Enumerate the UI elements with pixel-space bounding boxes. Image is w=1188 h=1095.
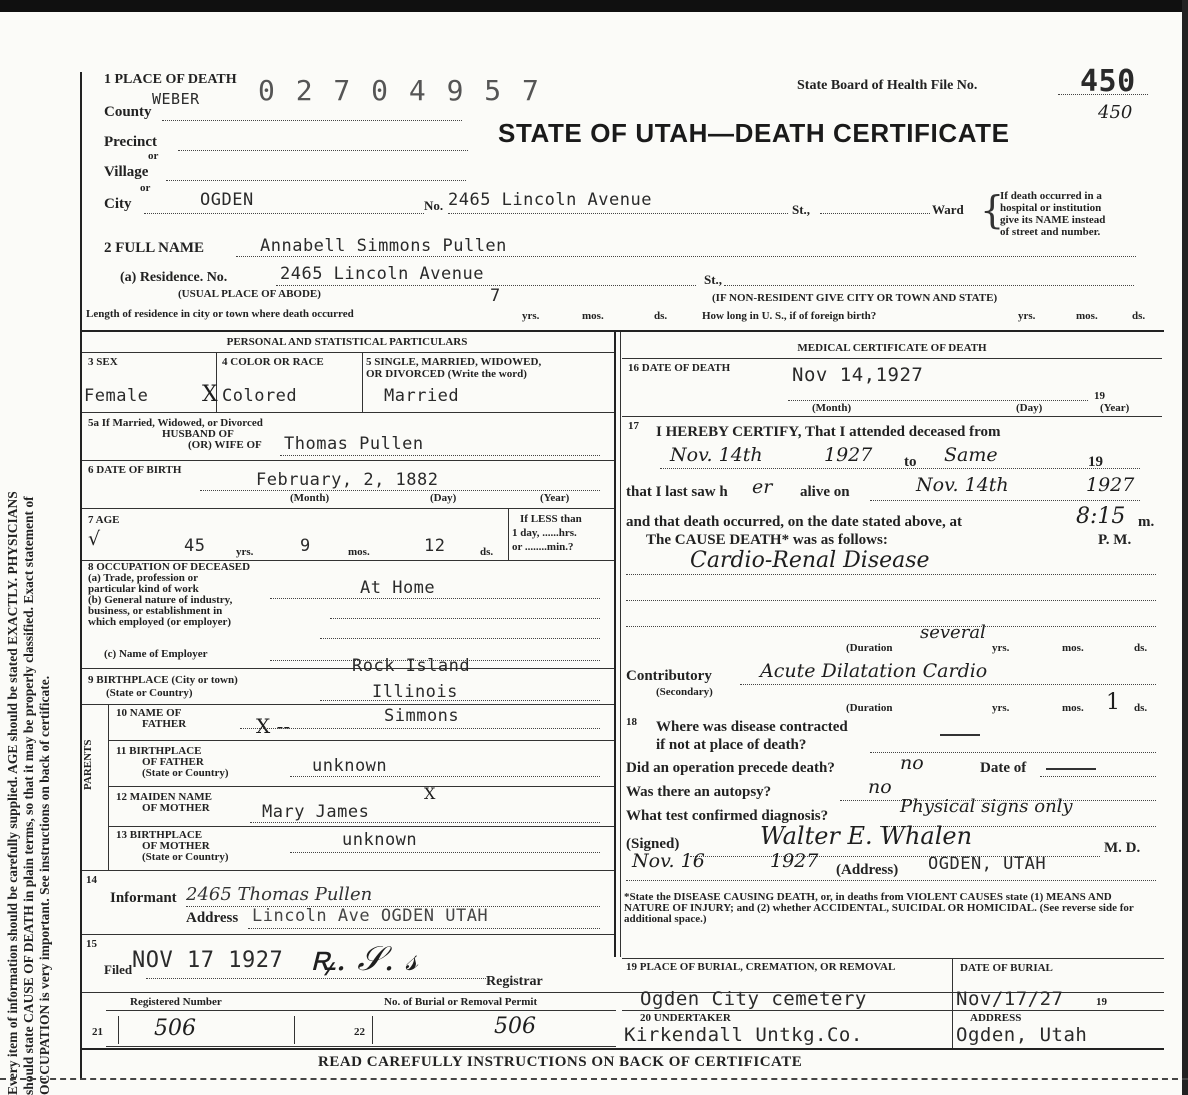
father-name-label bbox=[116, 708, 186, 730]
certificate-title: STATE OF UTAH—DEATH CERTIFICATE bbox=[498, 118, 1010, 148]
age-ds-label: ds. bbox=[480, 546, 494, 558]
full-name-value: Annabell Simmons Pullen bbox=[260, 236, 507, 256]
dob-month-label: (Month) bbox=[290, 492, 330, 504]
undertaker-address-label: ADDRESS bbox=[970, 1012, 1022, 1024]
duration-value: several bbox=[920, 622, 986, 643]
informant-address-label: Address bbox=[186, 910, 239, 926]
q18-line-1: Where was disease contracted bbox=[656, 719, 848, 735]
dur-ds: ds. bbox=[1134, 642, 1148, 654]
registrar-label: Registrar bbox=[486, 974, 543, 989]
mbp-label-2: OF MOTHER bbox=[142, 840, 210, 852]
length-residence-label: Length of residence in city or town where death occurred bbox=[86, 308, 354, 320]
dur2-ds: ds. bbox=[1134, 702, 1148, 714]
spouse-label bbox=[88, 418, 263, 451]
dod-day-label: (Day) bbox=[1016, 402, 1043, 414]
us-yrs: yrs. bbox=[1018, 310, 1036, 322]
filed-date: NOV 17 1927 bbox=[132, 948, 284, 973]
attended-to: Same bbox=[944, 444, 998, 466]
race-label: 4 COLOR OR RACE bbox=[222, 356, 324, 368]
occupation-label bbox=[88, 562, 250, 628]
occ-label-4: (b) General nature of industry, bbox=[88, 594, 233, 606]
fbp-label-1: 11 BIRTHPLACE bbox=[116, 745, 202, 757]
length-residence-yrs: 7 bbox=[490, 286, 501, 306]
filed-no: 15 bbox=[86, 938, 97, 950]
age-label: 7 AGE bbox=[88, 514, 120, 526]
burial-date: Nov/17/27 bbox=[956, 988, 1064, 1010]
spouse-label-3: (OR) WIFE OF bbox=[188, 439, 262, 451]
cause-of-death: Cardio-Renal Disease bbox=[690, 548, 930, 573]
physician-signature: Walter E. Whalen bbox=[760, 822, 973, 850]
or-text-1: or bbox=[148, 150, 159, 162]
q18-no: 18 bbox=[626, 716, 637, 728]
last-saw-pronoun: er bbox=[752, 476, 773, 498]
mbp-label-3: (State or Country) bbox=[142, 851, 229, 863]
father-birthplace-label bbox=[116, 746, 229, 779]
occ-label-6: which employed (or employer) bbox=[88, 616, 232, 628]
race-mark: X bbox=[202, 382, 218, 407]
village-label: Village bbox=[104, 164, 149, 180]
autopsy-value: no bbox=[868, 776, 892, 798]
father-name: Simmons bbox=[384, 706, 460, 726]
certify-no: 17 bbox=[628, 420, 639, 432]
parents-label: PARENTS bbox=[82, 739, 94, 790]
dur-mos: mos. bbox=[1062, 642, 1084, 654]
bp-label-1: 9 BIRTHPLACE (City or town) bbox=[88, 674, 238, 686]
lessthan-2: 1 day, ......hrs. bbox=[512, 527, 577, 539]
dod-month-label: (Month) bbox=[812, 402, 852, 414]
father-mark: X -- bbox=[256, 714, 291, 738]
race-value: Colored bbox=[222, 386, 298, 406]
scan-top-edge bbox=[0, 0, 1188, 12]
hospital-note-2: hospital or institution bbox=[1000, 202, 1102, 214]
dob-label: 6 DATE OF BIRTH bbox=[88, 464, 182, 476]
informant-address: Lincoln Ave OGDEN UTAH bbox=[252, 906, 489, 926]
file-number: 450 bbox=[1080, 64, 1136, 99]
mother-name: Mary James bbox=[262, 802, 370, 822]
pm-label: P. M. bbox=[1098, 532, 1132, 548]
father-label-1: 10 NAME OF bbox=[116, 707, 182, 719]
mother-birthplace: unknown bbox=[342, 830, 418, 850]
burial-no: 22 bbox=[354, 1026, 365, 1038]
physician-address: OGDEN, UTAH bbox=[928, 854, 1047, 874]
undertaker-label: 20 UNDERTAKER bbox=[640, 1012, 731, 1024]
age-check: √ bbox=[88, 528, 101, 550]
informant-value: 2465 Thomas Pullen bbox=[186, 884, 373, 905]
dob-value: February, 2, 1882 bbox=[256, 470, 439, 490]
last-saw-label: that I last saw h bbox=[626, 484, 728, 500]
father-label-2: FATHER bbox=[142, 718, 187, 730]
signed-label: (Signed) bbox=[626, 836, 680, 852]
alive-year: 1927 bbox=[1086, 474, 1135, 496]
ward-label: Ward bbox=[932, 202, 964, 217]
father-birthplace: unknown bbox=[312, 756, 388, 776]
county-label: County bbox=[104, 104, 152, 120]
less-than-day bbox=[512, 512, 582, 554]
physician-address-label: (Address) bbox=[836, 862, 899, 878]
burial-19: 19 bbox=[1096, 996, 1107, 1008]
lessthan-1: If LESS than bbox=[520, 513, 582, 525]
us-ds: ds. bbox=[1132, 310, 1146, 322]
duration2-label: (Duration bbox=[846, 702, 893, 714]
registered-number: 506 bbox=[154, 1016, 196, 1041]
mother-mark: X bbox=[424, 784, 436, 803]
county-value: WEBER bbox=[152, 90, 200, 108]
city-label: City bbox=[104, 196, 132, 212]
mother-name-label bbox=[116, 792, 212, 814]
occ-label-3: particular kind of work bbox=[88, 583, 199, 595]
to-label: to bbox=[904, 454, 917, 470]
to-19: 19 bbox=[1088, 454, 1103, 470]
age-days: 12 bbox=[424, 536, 446, 556]
operation-value: no bbox=[900, 752, 924, 774]
serial-number: 0 2 7 0 4 9 5 7 bbox=[258, 74, 541, 107]
street-st-label: St., bbox=[792, 202, 811, 217]
sex-value: Female bbox=[84, 386, 149, 406]
usual-abode-label: (USUAL PLACE OF ABODE) bbox=[178, 288, 321, 300]
regnum-label: Registered Number bbox=[130, 996, 222, 1008]
operation-label: Did an operation precede death? bbox=[626, 760, 835, 776]
q18-line-2: if not at place of death? bbox=[656, 737, 807, 753]
file-number-handwritten: 450 bbox=[1098, 102, 1133, 123]
birthplace-label bbox=[88, 674, 238, 700]
burial-permit-number: 506 bbox=[494, 1014, 536, 1039]
employer-label: (c) Name of Employer bbox=[104, 648, 208, 660]
date-19: 19 bbox=[1094, 390, 1105, 402]
or-text-2: or bbox=[140, 182, 151, 194]
medical-heading: MEDICAL CERTIFICATE OF DEATH bbox=[797, 342, 987, 354]
registrar-signature: ꝶ. 𝒮. 𝓈 bbox=[310, 939, 418, 979]
residence-st-label: St., bbox=[704, 272, 723, 287]
age-mos-label: mos. bbox=[348, 546, 370, 558]
bp-label-2: (State or Country) bbox=[106, 687, 193, 699]
informant-no: 14 bbox=[86, 874, 97, 886]
attended-from: Nov. 14th bbox=[670, 444, 763, 466]
md-label: M. D. bbox=[1104, 840, 1141, 856]
date-of-death: Nov 14,1927 bbox=[792, 364, 924, 386]
contributory-cause: Acute Dilatation Cardio bbox=[760, 660, 988, 682]
opdate-label: Date of bbox=[980, 760, 1027, 776]
dur2-mos: mos. bbox=[1062, 702, 1084, 714]
spouse-value: Thomas Pullen bbox=[284, 434, 424, 454]
len-ds: ds. bbox=[654, 310, 668, 322]
date-of-death-label: 16 DATE OF DEATH bbox=[628, 362, 731, 374]
len-yrs: yrs. bbox=[522, 310, 540, 322]
hospital-note-1: If death occurred in a bbox=[1000, 190, 1102, 202]
burial-place-label: 19 PLACE OF BURIAL, CREMATION, OR REMOVAL bbox=[626, 961, 896, 973]
residence-label: (a) Residence. No. bbox=[120, 270, 228, 285]
marital-label bbox=[366, 356, 541, 380]
undertaker: Kirkendall Untkg.Co. bbox=[624, 1024, 863, 1046]
duration2-value: 1 bbox=[1106, 690, 1120, 715]
street-no-label: No. bbox=[424, 198, 444, 213]
opdate-dash bbox=[1046, 768, 1096, 770]
fbp-label-3: (State or Country) bbox=[142, 767, 229, 779]
marital-label-2: OR DIVORCED (Write the word) bbox=[366, 368, 527, 380]
margin-line-1: Every item of information should be carefully supplied. AGE should be stated EXACTLY. PHYSICIANS bbox=[5, 491, 20, 1095]
city-value: OGDEN bbox=[200, 190, 254, 210]
mother-label-2: OF MOTHER bbox=[142, 802, 210, 814]
lessthan-3: or ........min.? bbox=[512, 541, 574, 553]
cause-label: The CAUSE DEATH* was as follows: bbox=[646, 532, 888, 548]
scan-right-edge bbox=[1182, 0, 1188, 1095]
hospital-note bbox=[1000, 190, 1105, 238]
dob-day-label: (Day) bbox=[430, 492, 457, 504]
hospital-note-3: give its NAME instead bbox=[1000, 214, 1106, 226]
hospital-note-4: of street and number. bbox=[1000, 226, 1101, 238]
occ-label-5: business, or establishment in bbox=[88, 605, 223, 617]
secondary-label: (Secondary) bbox=[656, 686, 713, 698]
margin-instructions bbox=[5, 55, 75, 1095]
spouse-label-1: 5a If Married, Widowed, or Divorced bbox=[88, 417, 263, 429]
certify-text: I HEREBY CERTIFY, That I attended deceased from bbox=[656, 424, 1001, 440]
q18-dash bbox=[940, 734, 980, 736]
regnum-no: 21 bbox=[92, 1026, 103, 1038]
dur-yrs: yrs. bbox=[992, 642, 1010, 654]
margin-line-2: should state CAUSE OF DEATH in plain terms, so that it may be properly classified. Exact statement of bbox=[21, 496, 36, 1095]
test-label: What test confirmed diagnosis? bbox=[626, 808, 829, 824]
perforation bbox=[0, 1078, 1188, 1080]
undertaker-address: Ogden, Utah bbox=[956, 1024, 1088, 1046]
duration-label: (Duration bbox=[846, 642, 893, 654]
birth-city: Rock Island bbox=[352, 656, 471, 676]
q18-label bbox=[656, 718, 848, 754]
place-of-death-label: 1 PLACE OF DEATH bbox=[104, 72, 237, 87]
burial-permit-label: No. of Burial or Removal Permit bbox=[384, 996, 538, 1008]
alive-date: Nov. 14th bbox=[916, 474, 1009, 496]
nonresident-label: (IF NON-RESIDENT GIVE CITY OR TOWN AND STATE) bbox=[712, 292, 998, 304]
mbp-label-1: 13 BIRTHPLACE bbox=[116, 829, 203, 841]
residence-value: 2465 Lincoln Avenue bbox=[280, 264, 484, 284]
autopsy-label: Was there an autopsy? bbox=[626, 784, 772, 800]
signed-date: Nov. 16 bbox=[632, 850, 705, 872]
dob-year-label: (Year) bbox=[540, 492, 570, 504]
len-mos: mos. bbox=[582, 310, 604, 322]
occ-label-1: 8 OCCUPATION OF DECEASED bbox=[88, 561, 251, 573]
age-yrs-label: yrs. bbox=[236, 546, 254, 558]
test-value: Physical signs only bbox=[900, 796, 1073, 817]
m-label: m. bbox=[1138, 514, 1155, 530]
personal-heading: PERSONAL AND STATISTICAL PARTICULARS bbox=[226, 336, 468, 348]
dur2-yrs: yrs. bbox=[992, 702, 1010, 714]
margin-line-3: OCCUPATION is very important. See instructions on back of certificate. bbox=[37, 675, 52, 1095]
age-years: 45 bbox=[184, 536, 206, 556]
precinct-label: Precinct bbox=[104, 134, 158, 150]
birth-state: Illinois bbox=[372, 682, 458, 702]
mother-birthplace-label bbox=[116, 830, 229, 863]
occurred-label: and that death occurred, on the date stated above, at bbox=[626, 514, 962, 530]
burial-place: Ogden City cemetery bbox=[640, 988, 867, 1010]
us-residence-label: How long in U. S., if of foreign birth? bbox=[702, 310, 877, 322]
mother-label-1: 12 MAIDEN NAME bbox=[116, 791, 212, 803]
filed-label: Filed bbox=[104, 962, 133, 977]
age-months: 9 bbox=[300, 536, 311, 556]
street-value: 2465 Lincoln Avenue bbox=[448, 190, 652, 210]
full-name-label: 2 FULL NAME bbox=[104, 240, 205, 256]
time-of-death: 8:15 bbox=[1076, 504, 1126, 529]
marital-value: Married bbox=[384, 386, 460, 406]
sex-label: 3 SEX bbox=[88, 356, 118, 368]
cause-footnote: *State the DISEASE CAUSING DEATH, or, in deaths from VIOLENT CAUSES state (1) MEANS AND NATURE OF INJURY; and (2) whether ACCIDENTAL, SUICIDAL OR HOMICIDAL. (See reverse side for additional space.) bbox=[624, 891, 1134, 925]
signed-year: 1927 bbox=[770, 850, 819, 872]
informant-label: Informant bbox=[110, 890, 177, 906]
file-no-label: State Board of Health File No. bbox=[797, 78, 978, 93]
us-mos: mos. bbox=[1076, 310, 1098, 322]
alive-on-label: alive on bbox=[800, 484, 850, 500]
occupation-value: At Home bbox=[360, 578, 436, 598]
contributory-label: Contributory bbox=[626, 668, 712, 684]
footer-instructions: READ CAREFULLY INSTRUCTIONS ON BACK OF CERTIFICATE bbox=[318, 1054, 803, 1070]
occ-label-2: (a) Trade, profession or bbox=[88, 572, 198, 584]
marital-label-1: 5 SINGLE, MARRIED, WIDOWED, bbox=[366, 356, 542, 368]
dod-year-label: (Year) bbox=[1100, 402, 1130, 414]
fbp-label-2: OF FATHER bbox=[142, 756, 204, 768]
brace: { bbox=[980, 188, 1005, 232]
spouse-label-2: HUSBAND OF bbox=[162, 428, 234, 440]
burial-date-label: DATE OF BURIAL bbox=[960, 962, 1053, 974]
attended-from-year: 1927 bbox=[824, 444, 873, 466]
